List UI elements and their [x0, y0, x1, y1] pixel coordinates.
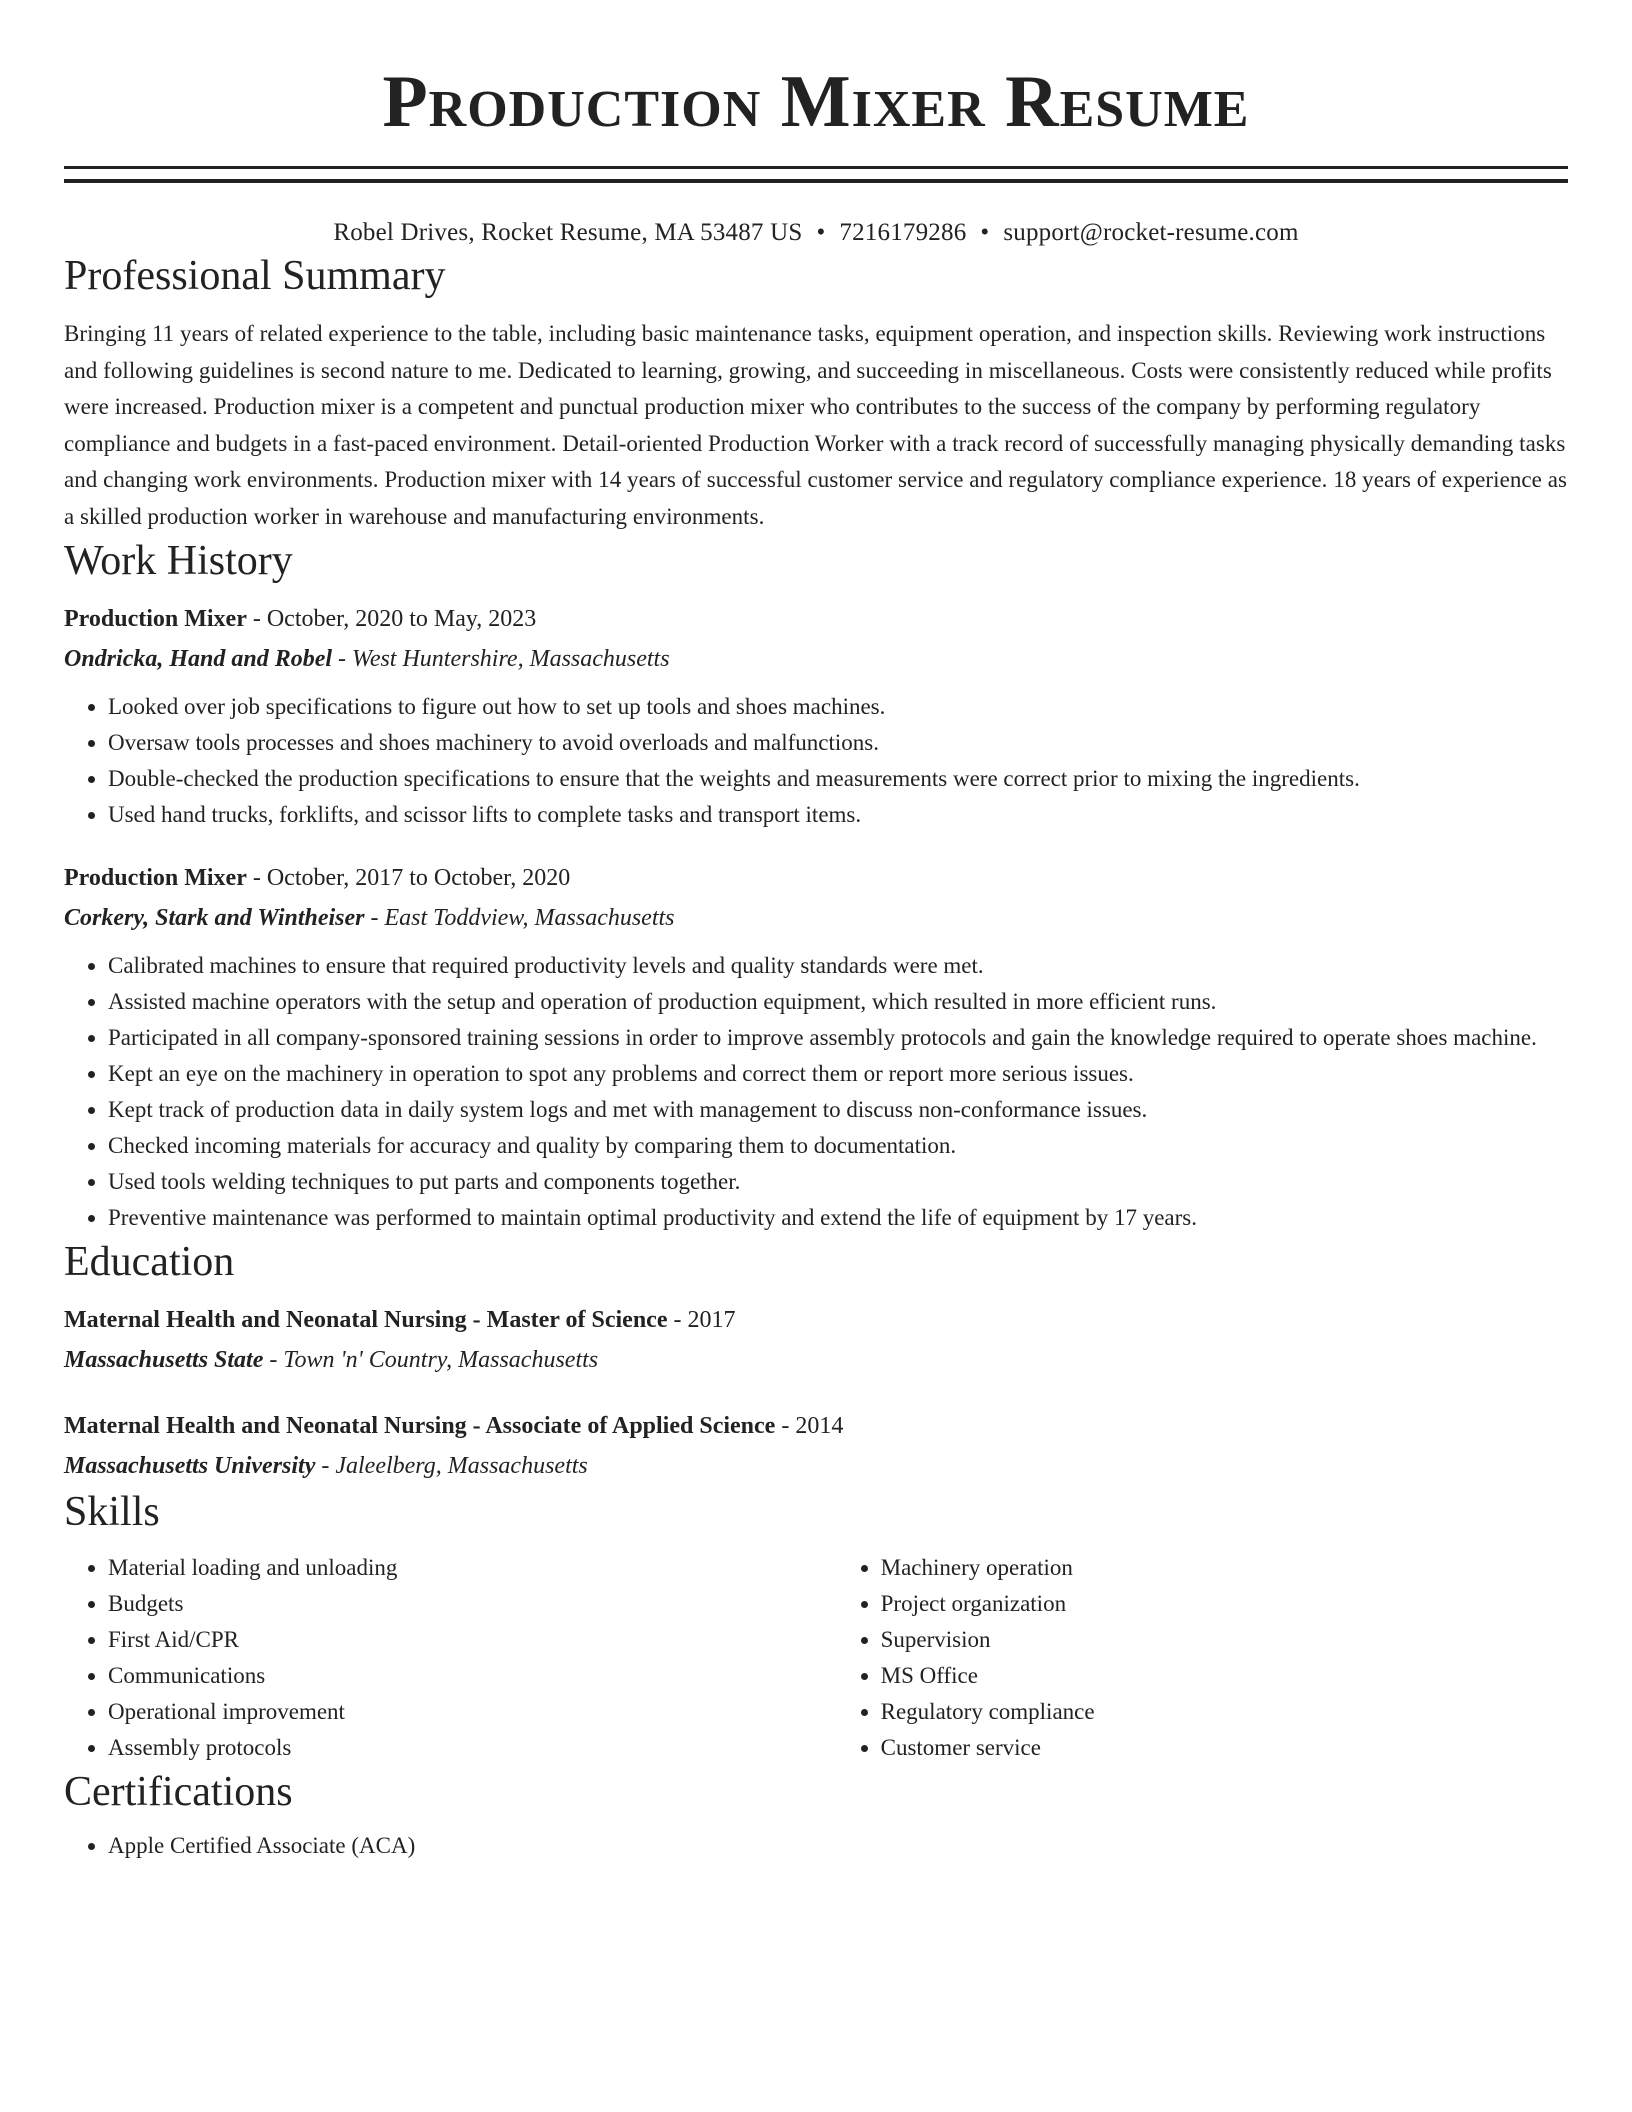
education-school-line [64, 1340, 1568, 1380]
certification-item: • Apple Certified Associate (ACA) [108, 1828, 1568, 1864]
education-school: Massachusetts State [64, 1347, 264, 1373]
contact-phone: 7216179286 [839, 219, 967, 246]
skill-item: • Assembly protocols [108, 1730, 837, 1766]
job-company: Corkery, Stark and Wintheiser [64, 905, 365, 931]
title-double-rule [64, 166, 1568, 183]
list-item: • Assisted machine operators with the setup and operation of production equipment, which resulted in more efficient runs. [108, 984, 1568, 1020]
list-item: • Looked over job specifications to figure out how to set up tools and shoes machines. [108, 689, 1568, 725]
work-history-heading: Work History [64, 538, 293, 584]
contact-email: support@rocket-resume.com [1003, 219, 1299, 246]
skills-heading: Skills [64, 1489, 160, 1535]
education-degree: Maternal Health and Neonatal Nursing - Associate of Applied Science [64, 1413, 776, 1439]
skills-list-right [837, 1550, 1568, 1766]
education-degree: Maternal Health and Neonatal Nursing - Master of Science [64, 1307, 668, 1333]
education-entry [64, 1406, 1568, 1486]
list-item: • Oversaw tools processes and shoes machinery to avoid overloads and malfunctions. [108, 725, 1568, 761]
skill-item: • Project organization [881, 1586, 1568, 1622]
education-location: - Town 'n' Country, Massachusetts [269, 1347, 599, 1373]
list-item: • Checked incoming materials for accuracy and quality by comparing them to documentation. [108, 1128, 1568, 1164]
job-title-line [64, 858, 1568, 898]
contact-separator: • [980, 219, 990, 246]
job-bullet-list [64, 689, 1568, 833]
list-item: • Kept track of production data in daily system logs and met with management to discuss non-conformance issues. [108, 1092, 1568, 1128]
list-item: • Calibrated machines to ensure that required productivity levels and quality standards were met. [108, 948, 1568, 984]
skill-item: • Communications [108, 1658, 837, 1694]
education-degree-line [64, 1406, 1568, 1446]
resume-title: Production Mixer Resume [382, 61, 1250, 143]
skill-item: • Customer service [881, 1730, 1568, 1766]
summary-text: Bringing 11 years of related experience to the table, including basic maintenance tasks, equipment operation, and inspection skills. Reviewing work instructions and following guidelines is second nature to me. Dedicated to learning, growing, and succeeding in miscellaneous. Costs were consistently reduced while profits were increased. Production mixer is a competent and punctual production mixer who contributes to the success of the company by performing regulatory compliance and budgets in a fast-paced environment. Detail-oriented Production Worker with a track record of successfully managing physically demanding tasks and changing work environments. Production mixer with 14 years of successful customer service and regulatory compliance experience. 18 years of experience as a skilled production worker in warehouse and manufacturing environments. [64, 321, 1567, 529]
job-title: Production Mixer [64, 606, 247, 632]
job-location: - East Toddview, Massachusetts [370, 905, 675, 931]
job-bullet-list [64, 948, 1568, 1236]
skill-item: • Supervision [881, 1622, 1568, 1658]
contact-separator: • [816, 219, 826, 246]
job-company: Ondricka, Hand and Robel [64, 646, 333, 672]
job-company-line [64, 898, 1568, 938]
list-item: • Participated in all company-sponsored training sessions in order to improve assembly protocols and gain the knowledge required to operate shoes machine. [108, 1020, 1568, 1056]
skill-item: • Regulatory compliance [881, 1694, 1568, 1730]
education-year: - 2014 [781, 1413, 844, 1439]
job-entry [64, 858, 1568, 1236]
job-title: Production Mixer [64, 865, 247, 891]
job-entry [64, 599, 1568, 833]
certifications-heading: Certifications [64, 1769, 293, 1815]
contact-address: Robel Drives, Rocket Resume, MA 53487 US [333, 219, 803, 246]
job-title-line [64, 599, 1568, 639]
summary-heading: Professional Summary [64, 253, 446, 299]
list-item: • Kept an eye on the machinery in operation to spot any problems and correct them or report more serious issues. [108, 1056, 1568, 1092]
education-school-line [64, 1446, 1568, 1486]
skill-item: • First Aid/CPR [108, 1622, 837, 1658]
skill-item: • Material loading and unloading [108, 1550, 837, 1586]
education-degree-line [64, 1300, 1568, 1340]
skill-item: • MS Office [881, 1658, 1568, 1694]
certifications-list [64, 1828, 1568, 1864]
skill-item: • Operational improvement [108, 1694, 837, 1730]
education-entry [64, 1300, 1568, 1380]
skills-list-left [64, 1550, 837, 1766]
job-company-line [64, 639, 1568, 679]
job-dates: - October, 2017 to October, 2020 [252, 865, 571, 891]
list-item: • Double-checked the production specifications to ensure that the weights and measurements were correct prior to mixing the ingredients. [108, 761, 1568, 797]
list-item: • Used hand trucks, forklifts, and scissor lifts to complete tasks and transport items. [108, 797, 1568, 833]
list-item: • Used tools welding techniques to put parts and components together. [108, 1164, 1568, 1200]
education-location: - Jaleelberg, Massachusetts [321, 1453, 588, 1479]
skill-item: • Machinery operation [881, 1550, 1568, 1586]
job-dates: - October, 2020 to May, 2023 [252, 606, 537, 632]
list-item: • Preventive maintenance was performed to maintain optimal productivity and extend the life of equipment by 17 years. [108, 1200, 1568, 1236]
education-year: - 2017 [673, 1307, 736, 1333]
skill-item: • Budgets [108, 1586, 837, 1622]
skills-columns [64, 1550, 1568, 1766]
contact-line [64, 216, 1568, 250]
job-location: - West Huntershire, Massachusetts [338, 646, 670, 672]
education-heading: Education [64, 1239, 235, 1285]
education-school: Massachusetts University [64, 1453, 316, 1479]
